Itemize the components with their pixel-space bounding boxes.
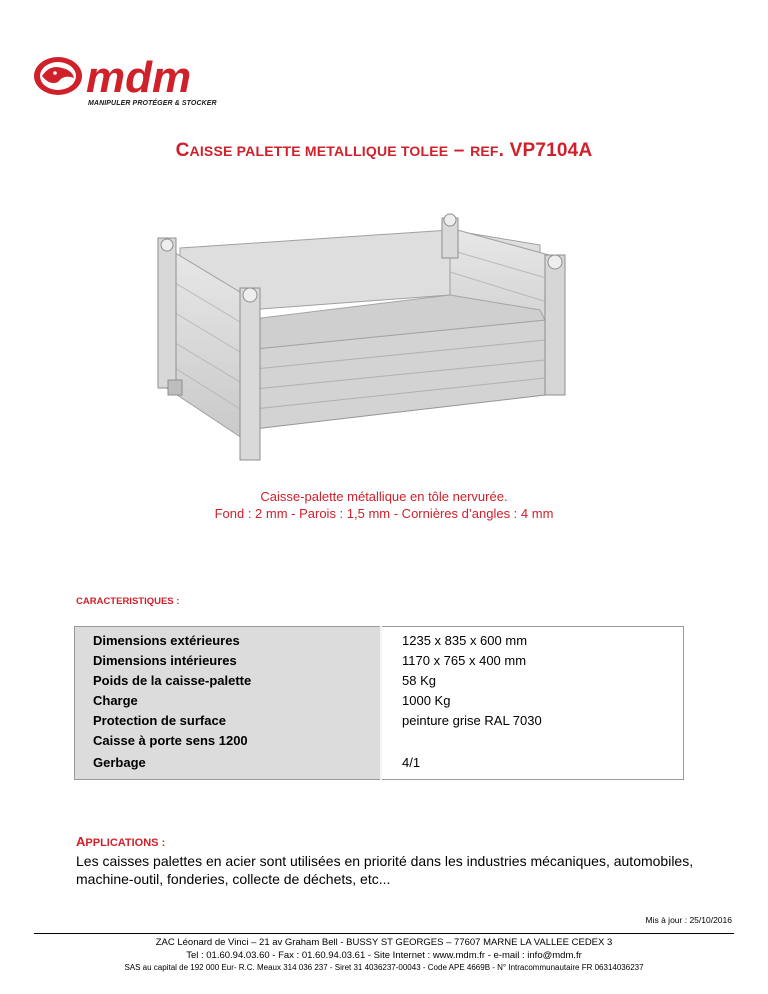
spec-key: Gerbage: [75, 750, 382, 780]
spec-value: [381, 730, 684, 750]
brand-wordmark: mdm: [86, 53, 192, 102]
table-row: [75, 730, 684, 750]
brand-tagline: MANIPULER PROTÉGER & STOCKER: [88, 100, 217, 107]
update-date: Mis à jour : 25/10/2016: [645, 915, 732, 925]
footer-contact: Tel : 01.60.94.03.60 - Fax : 01.60.94.03.61 - Site Internet : www.mdm.fr - e-mail : info@mdm.fr: [186, 950, 582, 961]
table-row: [75, 750, 684, 780]
page-title: CAISSE PALETTE METALLIQUE TOLEE – REF. VP7104A: [175, 140, 593, 161]
spec-value: 1170 x 765 x 400 mm: [402, 652, 527, 668]
specs-table: [74, 626, 684, 780]
spec-key: Caisse à porte sens 1200: [75, 730, 382, 750]
spec-value: 4/1: [402, 754, 421, 770]
footer-divider: [34, 933, 734, 934]
spec-value: 58 Kg: [402, 672, 436, 688]
applications-text: Les caisses palettes en acier sont utilisées en priorité dans les industries mécaniques, automobiles, machine-outil, fonderies, collecte de déchets, etc...: [76, 853, 694, 887]
spec-key: Dimensions intérieures: [75, 650, 382, 670]
spec-value: peinture grise RAL 7030: [402, 712, 542, 728]
metal-pallet-box-image: [150, 200, 580, 475]
applications-heading: APPLICATIONS :: [76, 834, 166, 849]
table-row: [75, 670, 684, 690]
table-row: [75, 650, 684, 670]
spec-value: 1235 x 835 x 600 mm: [402, 632, 528, 648]
spec-key: Dimensions extérieures: [75, 627, 382, 651]
characteristics-heading: CARACTERISTIQUES :: [76, 596, 180, 607]
footer-address: ZAC Léonard de Vinci – 21 av Graham Bell - BUSSY ST GEORGES – 77607 MARNE LA VALLEE CEDEX 3: [155, 937, 613, 948]
product-caption: Caisse-palette métallique en tôle nervurée. Fond : 2 mm - Parois : 1,5 mm - Cornières d’angles : 4 mm: [214, 489, 554, 521]
spec-key: Protection de surface: [75, 710, 382, 730]
spec-key: Charge: [75, 690, 382, 710]
spec-value: 1000 Kg: [402, 692, 451, 708]
table-row: [75, 690, 684, 710]
footer-legal: SAS au capital de 192 000 Eur- R.C. Meaux 314 036 237 - Siret 31 4036237-00043 - Code APE 4669B - N° Intracommunautaire FR 06314036237: [124, 963, 644, 972]
table-row: [75, 710, 684, 730]
spec-key: Poids de la caisse-palette: [75, 670, 382, 690]
table-row: [75, 627, 684, 651]
